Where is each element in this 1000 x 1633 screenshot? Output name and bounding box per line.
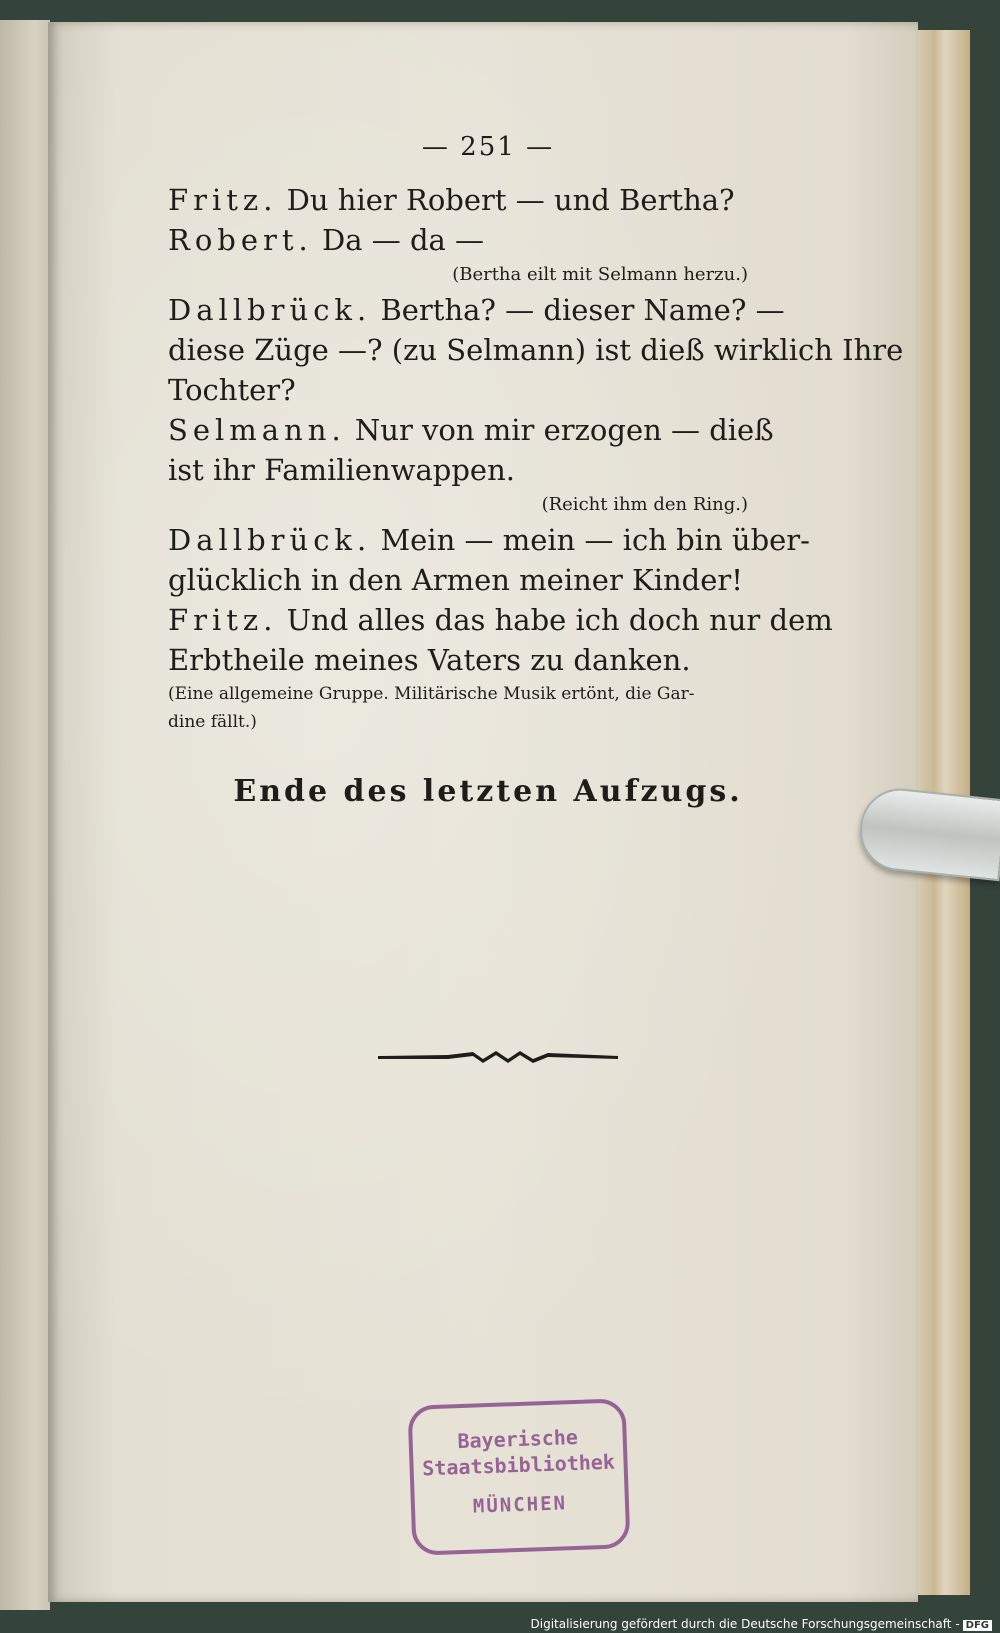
speaker-name: Robert. — [168, 223, 313, 257]
speaker-name: Selmann. — [168, 413, 346, 447]
speaker-name: Fritz. — [168, 603, 278, 637]
page-content — [168, 132, 904, 809]
speaker-name: Dallbrück. — [168, 523, 372, 557]
dialogue-text: Mein — mein — ich bin über- — [380, 523, 810, 557]
stage-direction: (Eine allgemeine Gruppe. Militärische Musik ertönt, die Gar- — [168, 684, 695, 704]
dialogue-line — [168, 520, 808, 560]
dialogue-continuation: Erbtheile meines Vaters zu danken. — [168, 643, 691, 677]
footer-text: Digitalisierung gefördert durch die Deutsche Forschungsgemeinschaft - — [530, 1617, 960, 1631]
dialogue-continuation: ist ihr Familienwappen. — [168, 453, 515, 487]
dialogue-text: Da — da — — [321, 223, 485, 257]
stage-direction: (Bertha eilt mit Selmann herzu.) — [452, 264, 748, 285]
dialogue-line — [168, 180, 808, 220]
ornament-rule-icon — [378, 1046, 618, 1066]
stamp-line: Bayerische — [457, 1424, 579, 1454]
dialogue-line — [168, 410, 808, 450]
stamp-line: MÜNCHEN — [472, 1492, 568, 1518]
dialogue-line — [168, 220, 808, 260]
dialogue-text: Bertha? — dieser Name? — — [380, 293, 785, 327]
dialogue-continuation: glücklich in den Armen meiner Kinder! — [168, 563, 743, 597]
dialogue-line — [168, 290, 808, 330]
speaker-name: Dallbrück. — [168, 293, 372, 327]
left-page-edge — [0, 20, 50, 1610]
page-number: — 251 — — [421, 132, 555, 162]
book-page — [48, 22, 918, 1602]
stage-direction: dine fällt.) — [168, 712, 257, 732]
stamp-line: Staatsbibliothek — [421, 1449, 616, 1481]
stage-direction: (Reicht ihm den Ring.) — [541, 494, 748, 515]
dialogue-text: Du hier Robert — und Bertha? — [286, 183, 735, 217]
dialogue-text: Und alles das habe ich doch nur dem — [286, 603, 833, 637]
library-stamp — [407, 1398, 630, 1556]
dialogue-continuation: Tochter? — [168, 373, 296, 407]
dfg-logo: DFG — [963, 1620, 992, 1631]
footer-credit — [531, 1617, 993, 1631]
ende-heading: Ende des letzten Aufzugs. — [233, 774, 743, 809]
dialogue-continuation: diese Züge —? (zu Selmann) ist dieß wirklich Ihre — [168, 333, 904, 367]
dialogue-line — [168, 600, 833, 640]
dialogue-text: Nur von mir erzogen — dieß — [354, 413, 774, 447]
speaker-name: Fritz. — [168, 183, 278, 217]
